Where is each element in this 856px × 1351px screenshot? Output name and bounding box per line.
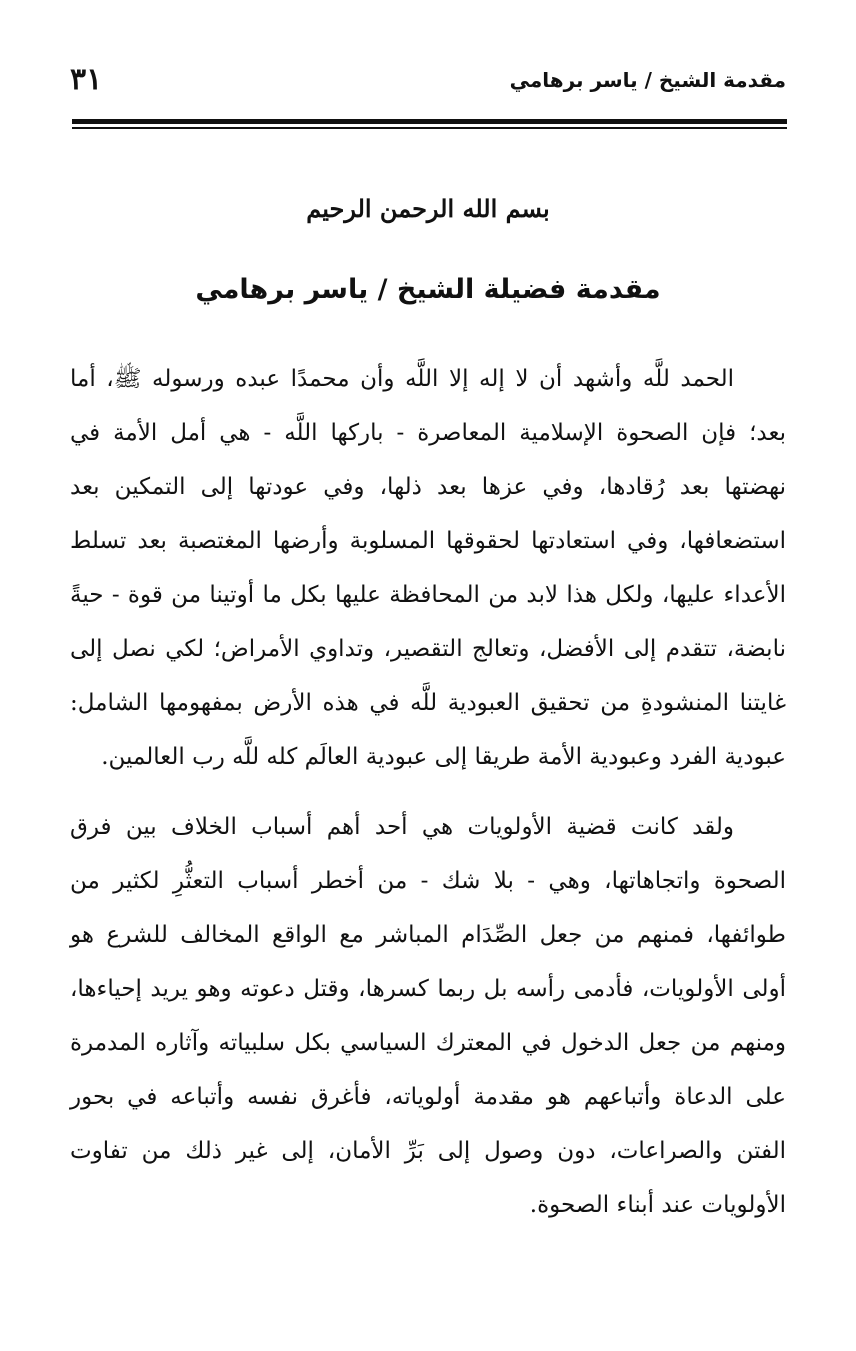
body-text <box>70 352 786 1232</box>
header-rule-thin <box>72 127 787 129</box>
page-number: ٣١ <box>70 62 103 97</box>
running-title: مقدمة الشيخ / ياسر برهامي <box>509 68 786 92</box>
running-header <box>70 62 786 102</box>
paragraph: الحمد للَّه وأشهد أن لا إله إلا اللَّه وأن محمدًا عبده ورسوله ﷺ، أما بعد؛ فإن الصحوة الإسلامية المعاصرة - باركها اللَّه - هي أمل الأمة في نهضتها بعد رُقادها، وفي عزها بعد ذلها، وفي عودتها إلى التمكين بعد استضعافها، وفي استعادتها لحقوقها المسلوبة وأرضها المغتصبة بعد تسلط الأعداء عليها، ولكل هذا لابد من المحافظة عليها بكل ما أوتينا من قوة - حيةً نابضة، تتقدم إلى الأفضل، وتعالج التقصير، وتداوي الأمراض؛ لكي نصل إلى غايتنا المنشودةِ من تحقيق العبودية للَّه في هذه الأرض بمفهومها الشامل: عبودية الفرد وعبودية الأمة طريقا إلى عبودية العالَم كله للَّه رب العالمين. <box>70 366 786 770</box>
paragraph: ولقد كانت قضية الأولويات هي أحد أهم أسباب الخلاف بين فرق الصحوة واتجاهاتها، وهي - بلا شك - من أخطر أسباب التعثُّرِ لكثير من طوائفها، فمنهم من جعل الصِّدَام المباشر مع الواقع المخالف للشرع هو أولى الأولويات، فأدمى رأسه بل ربما كسرها، وقتل دعوته وهو يريد إحياءها، ومنهم من جعل الدخول في المعترك السياسي بكل سلبياته وآثاره المدمرة على الدعاة وأتباعهم هو مقدمة أولوياته، فأغرق نفسه وأتباعه في بحور الفتن والصراعات، دون وصول إلى بَرِّ الأمان، إلى غير ذلك من تفاوت الأولويات عند أبناء الصحوة. <box>70 814 786 1218</box>
basmala: بسم الله الرحمن الرحيم <box>306 194 550 223</box>
header-rule-thick <box>72 119 787 124</box>
section-title: مقدمة فضيلة الشيخ / ياسر برهامي <box>195 274 661 305</box>
